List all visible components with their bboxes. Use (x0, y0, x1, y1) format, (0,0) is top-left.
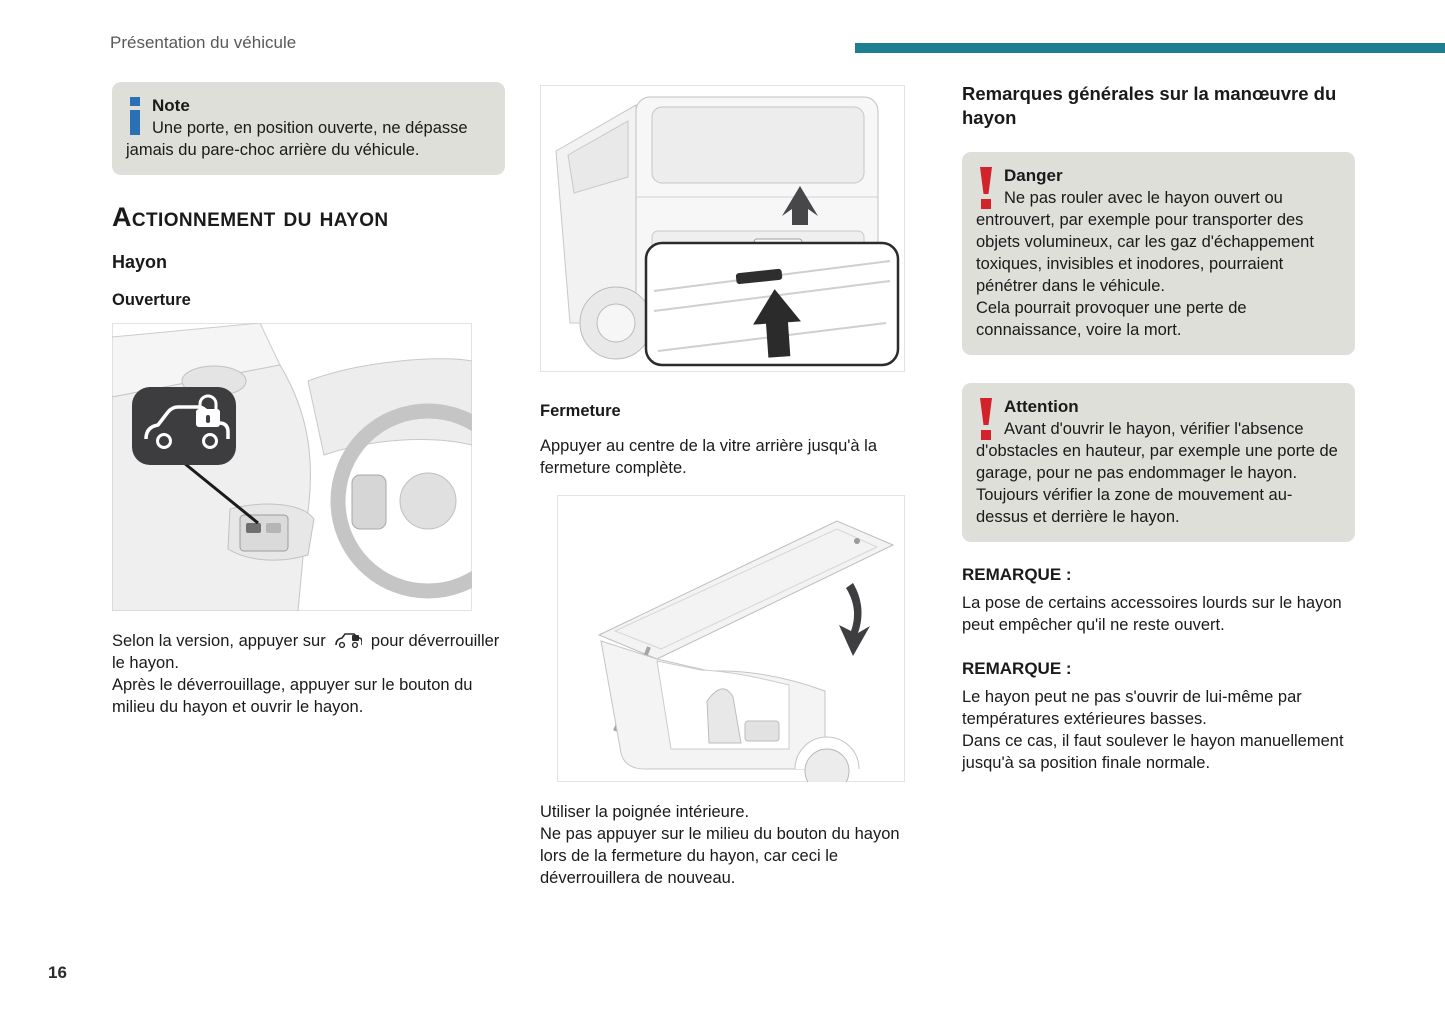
unlock-callout-badge (132, 387, 236, 465)
remark-paragraph-2a: Le hayon peut ne pas s'ouvrir de lui-même par températures extérieures basses. (962, 688, 1302, 728)
car-lock-icon (334, 632, 362, 649)
attention-box (962, 383, 1355, 542)
paragraph-title-fermeture: Fermeture (540, 402, 621, 420)
attention-body: Avant d'ouvrir le hayon, vérifier l'absence d'obstacles en hauteur, par exemple une porte de garage, pour ne pas endommager le hayon. Toujours vérifier la zone de mouvement au-dessus et derrière le hayon. (976, 420, 1338, 526)
attention-title: Attention (1004, 397, 1079, 416)
paragraph-title-ouverture: Ouverture (112, 291, 191, 309)
remarks-section-title: Remarques générales sur la manœuvre du hayon (962, 83, 1337, 128)
danger-title: Danger (1004, 166, 1063, 185)
remark-label-1: REMARQUE : (962, 565, 1072, 584)
remark-paragraph-2b: Dans ce cas, il faut soulever le hayon manuellement jusqu'à sa position finale normale. (962, 732, 1344, 772)
note-title: Note (152, 96, 190, 115)
van-rear-illustration-svg (540, 85, 905, 372)
danger-body-1: Ne pas rouler avec le hayon ouvert ou entrouvert, par exemple pour transporter des objets volumineux, car les gaz d'échappement toxiques, invisibles et inodores, pourraient pénétrer dans le véhicule. (976, 189, 1314, 295)
right-column (962, 82, 1355, 774)
exclamation-icon (978, 398, 994, 440)
danger-body-2: Cela pourrait provoquer une perte de connaissance, voire la mort. (976, 299, 1247, 339)
opening-paragraph-1 (112, 630, 505, 674)
remark-paragraph-1: La pose de certains accessoires lourds sur le hayon peut empêcher qu'il ne reste ouvert. (962, 594, 1342, 634)
interior-illustration-svg (112, 323, 472, 611)
opening-text-before-icon: Selon la version, appuyer sur (112, 632, 326, 650)
opening-paragraph-2: Après le déverrouillage, appuyer sur le bouton du milieu du hayon et ouvrir le hayon. (112, 676, 473, 716)
note-body: Une porte, en position ouverte, ne dépasse jamais du pare-choc arrière du véhicule. (126, 119, 468, 159)
closing-paragraph: Appuyer au centre de la vitre arrière jusqu'à la fermeture complète. (540, 437, 878, 477)
section-title-actionnement-du-hayon: Actionnement du hayon (112, 202, 389, 232)
subsection-title-hayon: Hayon (112, 252, 168, 272)
page-number: 16 (48, 963, 67, 982)
handle-paragraph-1: Utiliser la poignée intérieure. (540, 803, 750, 821)
opening-text-after-icon: pour déverrouiller le hayon. (112, 632, 500, 672)
middle-column (540, 85, 908, 889)
remark-label-2: REMARQUE : (962, 659, 1072, 678)
interior-unlock-illustration (112, 323, 505, 617)
tailgate-open-illustration-svg (557, 495, 905, 782)
header-accent-bar (855, 43, 1445, 53)
tailgate-open-illustration (557, 495, 908, 788)
left-column (112, 82, 505, 718)
note-box (112, 82, 505, 175)
info-icon (128, 97, 142, 135)
van-rear-illustration (540, 85, 908, 378)
danger-box (962, 152, 1355, 355)
handle-paragraph-2: Ne pas appuyer sur le milieu du bouton du hayon lors de la fermeture du hayon, car ceci le déverrouillera de nouveau. (540, 825, 900, 887)
exclamation-icon (978, 167, 994, 209)
chapter-header: Présentation du véhicule (110, 33, 297, 52)
